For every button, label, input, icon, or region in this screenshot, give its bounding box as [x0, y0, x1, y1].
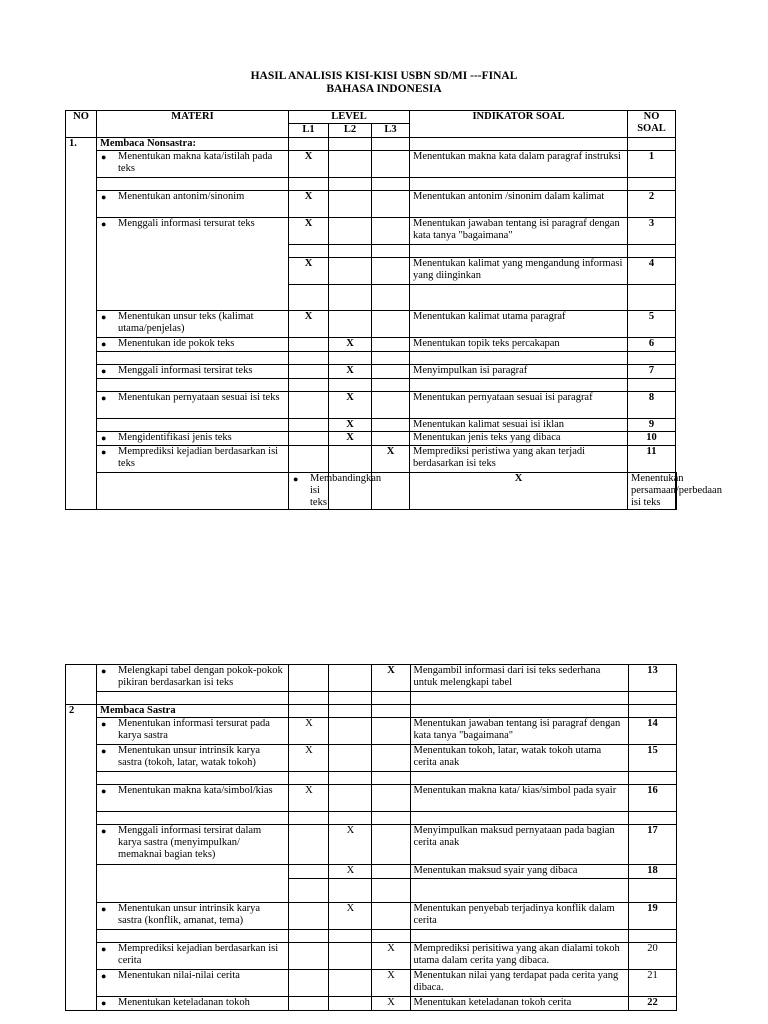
soal-number: 17 [628, 825, 676, 865]
indikator-text: Menentukan jenis teks yang dibaca [410, 432, 628, 446]
bullet-icon: ● [101, 719, 107, 729]
level-l3-mark [372, 718, 410, 745]
soal-number: 13 [628, 665, 676, 692]
materi-text: Menentukan makna kata/istilah pada teks [118, 151, 273, 174]
indikator-text: Menyimpulkan maksud pernyataan pada bagian cerita anak [410, 825, 628, 865]
table-row [66, 473, 677, 510]
level-l1-mark [289, 943, 329, 970]
table-row [66, 903, 677, 930]
soal-number: 3 [628, 218, 676, 245]
col-header-l3: L3 [372, 124, 410, 138]
table-row [66, 151, 677, 178]
level-l3-mark [372, 785, 410, 812]
bullet-icon: ● [101, 339, 107, 349]
materi-text: Membandingkan isi teks [310, 473, 382, 508]
table-row [66, 865, 677, 879]
indikator-text: Menentukan pernyataan sesuai isi paragraf [410, 392, 628, 419]
level-l2-mark: X [329, 419, 372, 432]
soal-number: 7 [628, 365, 676, 379]
level-l1-mark: X [289, 311, 329, 338]
level-l3-mark [372, 218, 410, 245]
indikator-text: Menentukan topik teks percakapan [410, 338, 628, 352]
bullet-icon: ● [101, 447, 107, 457]
indikator-text: Menentukan keteladanan tokoh cerita [410, 997, 628, 1011]
table-row [66, 785, 677, 812]
materi-text: Menentukan informasi tersurat pada karya sastra [118, 718, 270, 741]
document-subtitle: BAHASA INDONESIA [326, 83, 442, 95]
table-row [66, 218, 677, 245]
table-row [66, 392, 677, 419]
level-l3-mark [372, 825, 410, 865]
materi-text: Menentukan keteladanan tokoh [118, 997, 250, 1008]
indikator-text: Menentukan jawaban tentang isi paragraf dengan kata tanya "bagaimana" [410, 218, 628, 245]
level-l1-mark [289, 865, 329, 879]
soal-number: 4 [628, 258, 676, 285]
level-l3-mark: X [372, 997, 410, 1011]
bullet-icon: ● [101, 786, 107, 796]
col-header-level: LEVEL [289, 111, 410, 124]
bullet-icon: ● [101, 971, 107, 981]
bullet-icon: ● [101, 998, 107, 1008]
indikator-text: Menentukan kalimat yang mengandung informasi yang diinginkan [410, 258, 628, 285]
indikator-text: Menentukan persamaan/perbedaan isi teks [628, 473, 676, 510]
indikator-text: Menentukan kalimat sesuai isi iklan [410, 419, 628, 432]
materi-text: Menggali informasi tersirat dalam karya sastra (menyimpulkan/ memaknai bagian teks) [118, 825, 262, 860]
analysis-table-page-2 [65, 664, 677, 1011]
bullet-icon: ● [101, 944, 107, 954]
level-l1-mark: X [289, 718, 329, 745]
document-title: HASIL ANALISIS KISI-KISI USBN SD/MI ---FINAL [250, 70, 518, 82]
soal-number: 9 [628, 419, 676, 432]
level-l1-mark [289, 903, 329, 930]
level-l3-mark [372, 745, 410, 772]
indikator-text: Menentukan makna kata/ kias/simbol pada syair [410, 785, 628, 812]
section-title: Membaca Nonsastra: [97, 138, 289, 151]
level-l3-mark [372, 865, 410, 879]
level-l2-mark [329, 943, 372, 970]
level-l3-mark [372, 903, 410, 930]
table-row [66, 365, 677, 379]
section-number: 1. [66, 138, 97, 510]
soal-number: 16 [628, 785, 676, 812]
materi-text: Menentukan unsur intrinsik karya sastra (konflik, amanat, tema) [118, 903, 261, 926]
soal-number: 1 [628, 151, 676, 178]
level-l3-mark [372, 432, 410, 446]
materi-text: Mengidentifikasi jenis teks [118, 432, 232, 443]
indikator-text: Menentukan antonim /sinonim dalam kalimat [410, 191, 628, 218]
materi-text: Menentukan unsur intrinsik karya sastra (tokoh, latar, watak tokoh) [118, 745, 261, 768]
level-l3-mark [372, 191, 410, 218]
soal-number: 6 [628, 338, 676, 352]
soal-number: 8 [628, 392, 676, 419]
level-l2-mark: X [329, 338, 372, 352]
table-row [66, 432, 677, 446]
level-l3-mark [372, 311, 410, 338]
soal-number: 21 [628, 970, 676, 997]
table-row [66, 446, 677, 473]
indikator-text: Memprediksi perisitiwa yang akan dialami tokoh utama dalam cerita yang dibaca. [410, 943, 628, 970]
indikator-text: Menentukan jawaban tentang isi paragraf dengan kata tanya "bagaimana" [410, 718, 628, 745]
soal-number: 11 [628, 446, 676, 473]
level-l3-mark: X [372, 970, 410, 997]
level-l3-mark: X [372, 446, 410, 473]
soal-number: 2 [628, 191, 676, 218]
soal-number: 22 [628, 997, 676, 1011]
soal-number: 19 [628, 903, 676, 930]
level-l2-mark [329, 258, 372, 285]
col-header-l1: L1 [289, 124, 329, 138]
level-l2-mark: X [329, 392, 372, 419]
bullet-icon: ● [101, 312, 107, 322]
table-row [66, 311, 677, 338]
level-l2-mark [329, 151, 372, 178]
level-l1-mark: X [289, 218, 329, 245]
level-l2-mark: X [329, 365, 372, 379]
level-l2-mark: X [329, 825, 372, 865]
level-l2-mark [329, 665, 372, 692]
level-l2-mark [329, 311, 372, 338]
level-l1-mark: X [289, 191, 329, 218]
bullet-icon: ● [101, 366, 107, 376]
level-l3-mark [372, 338, 410, 352]
level-l1-mark [289, 392, 329, 419]
soal-number: 5 [628, 311, 676, 338]
indikator-text: Menentukan tokoh, latar, watak tokoh utama cerita anak [410, 745, 628, 772]
materi-text: Menggali informasi tersurat teks [118, 218, 255, 229]
level-l2-mark [329, 718, 372, 745]
table-row [66, 825, 677, 865]
bullet-icon: ● [101, 433, 107, 443]
bullet-icon: ● [101, 393, 107, 403]
table-row [66, 997, 677, 1011]
level-l2-mark [329, 745, 372, 772]
level-l3-mark: X [410, 473, 628, 510]
table-row [66, 943, 677, 970]
level-l1-mark: X [289, 151, 329, 178]
level-l2-mark: X [329, 903, 372, 930]
section-number: 2 [66, 705, 97, 1011]
table-row [66, 718, 677, 745]
materi-text: Menentukan nilai-nilai cerita [118, 970, 240, 981]
analysis-table-page-1 [65, 110, 722, 510]
materi-text: Menentukan ide pokok teks [118, 338, 235, 349]
level-l2-mark: X [329, 432, 372, 446]
bullet-icon: ● [101, 152, 107, 162]
indikator-text: Menentukan makna kata dalam paragraf instruksi [410, 151, 628, 178]
level-l2-mark [329, 785, 372, 812]
materi-text: Menentukan unsur teks (kalimat utama/penjelas) [118, 311, 254, 334]
indikator-text: Menentukan nilai yang terdapat pada cerita yang dibaca. [410, 970, 628, 997]
bullet-icon: ● [101, 219, 107, 229]
soal-number: 18 [628, 865, 676, 879]
level-l1-mark [289, 825, 329, 865]
level-l3-mark [372, 258, 410, 285]
materi-text: Memprediksi kejadian berdasarkan isi cerita [118, 943, 279, 966]
materi-text: Menentukan pernyataan sesuai isi teks [118, 392, 280, 403]
bullet-icon: ● [101, 746, 107, 756]
level-l1-mark [289, 446, 329, 473]
level-l2-mark [329, 191, 372, 218]
col-header-no-soal: NO SOAL [628, 111, 676, 138]
level-l1-mark [289, 665, 329, 692]
level-l1-mark [289, 970, 329, 997]
soal-number: 20 [628, 943, 676, 970]
materi-text: Memprediksi kejadian berdasarkan isi teks [118, 446, 279, 469]
bullet-icon: ● [101, 192, 107, 202]
level-l1-mark: X [289, 785, 329, 812]
indikator-text: Memprediksi peristiwa yang akan terjadi berdasarkan isi teks [410, 446, 628, 473]
materi-text: Menentukan makna kata/simbol/kias [118, 785, 273, 796]
table-row [66, 338, 677, 352]
table-row [66, 970, 677, 997]
indikator-text: Menyimpulkan isi paragraf [410, 365, 628, 379]
col-header-materi: MATERI [97, 111, 289, 138]
materi-text: Melengkapi tabel dengan pokok-pokok pikiran berdasarkan isi teks [118, 665, 283, 688]
col-header-l2: L2 [329, 124, 372, 138]
table-row [66, 665, 677, 692]
section-title: Membaca Sastra [97, 705, 289, 718]
level-l1-mark [289, 997, 329, 1011]
level-l2-mark [329, 997, 372, 1011]
table-row [66, 419, 677, 432]
bullet-icon: ● [101, 826, 107, 836]
level-l3-mark [372, 419, 410, 432]
soal-number: 14 [628, 718, 676, 745]
level-l3-mark [372, 151, 410, 178]
soal-number: 15 [628, 745, 676, 772]
level-l2-mark [329, 218, 372, 245]
level-l2-mark: X [329, 865, 372, 879]
table-row [66, 745, 677, 772]
col-header-no: NO [66, 111, 97, 138]
level-l1-mark [289, 419, 329, 432]
level-l3-mark: X [372, 665, 410, 692]
level-l1-mark: X [289, 258, 329, 285]
indikator-text: Menentukan penyebab terjadinya konflik dalam cerita [410, 903, 628, 930]
level-l3-mark [372, 392, 410, 419]
level-l1-mark [289, 338, 329, 352]
level-l3-mark [372, 365, 410, 379]
level-l1-mark [289, 365, 329, 379]
table-row [66, 191, 677, 218]
bullet-icon: ● [101, 666, 107, 676]
level-l2-mark [329, 970, 372, 997]
indikator-text: Mengambil informasi dari isi teks sederhana untuk melengkapi tabel [410, 665, 628, 692]
col-header-indikator: INDIKATOR SOAL [410, 111, 628, 138]
materi-text: Menggali informasi tersirat teks [118, 365, 253, 376]
level-l1-mark: X [289, 745, 329, 772]
bullet-icon: ● [101, 904, 107, 914]
level-l2-mark [329, 446, 372, 473]
indikator-text: Menentukan maksud syair yang dibaca [410, 865, 628, 879]
soal-number: 10 [628, 432, 676, 446]
level-l1-mark [289, 432, 329, 446]
bullet-icon: ● [293, 474, 299, 484]
materi-text: Menentukan antonim/sinonim [118, 191, 245, 202]
level-l3-mark: X [372, 943, 410, 970]
indikator-text: Menentukan kalimat utama paragraf [410, 311, 628, 338]
